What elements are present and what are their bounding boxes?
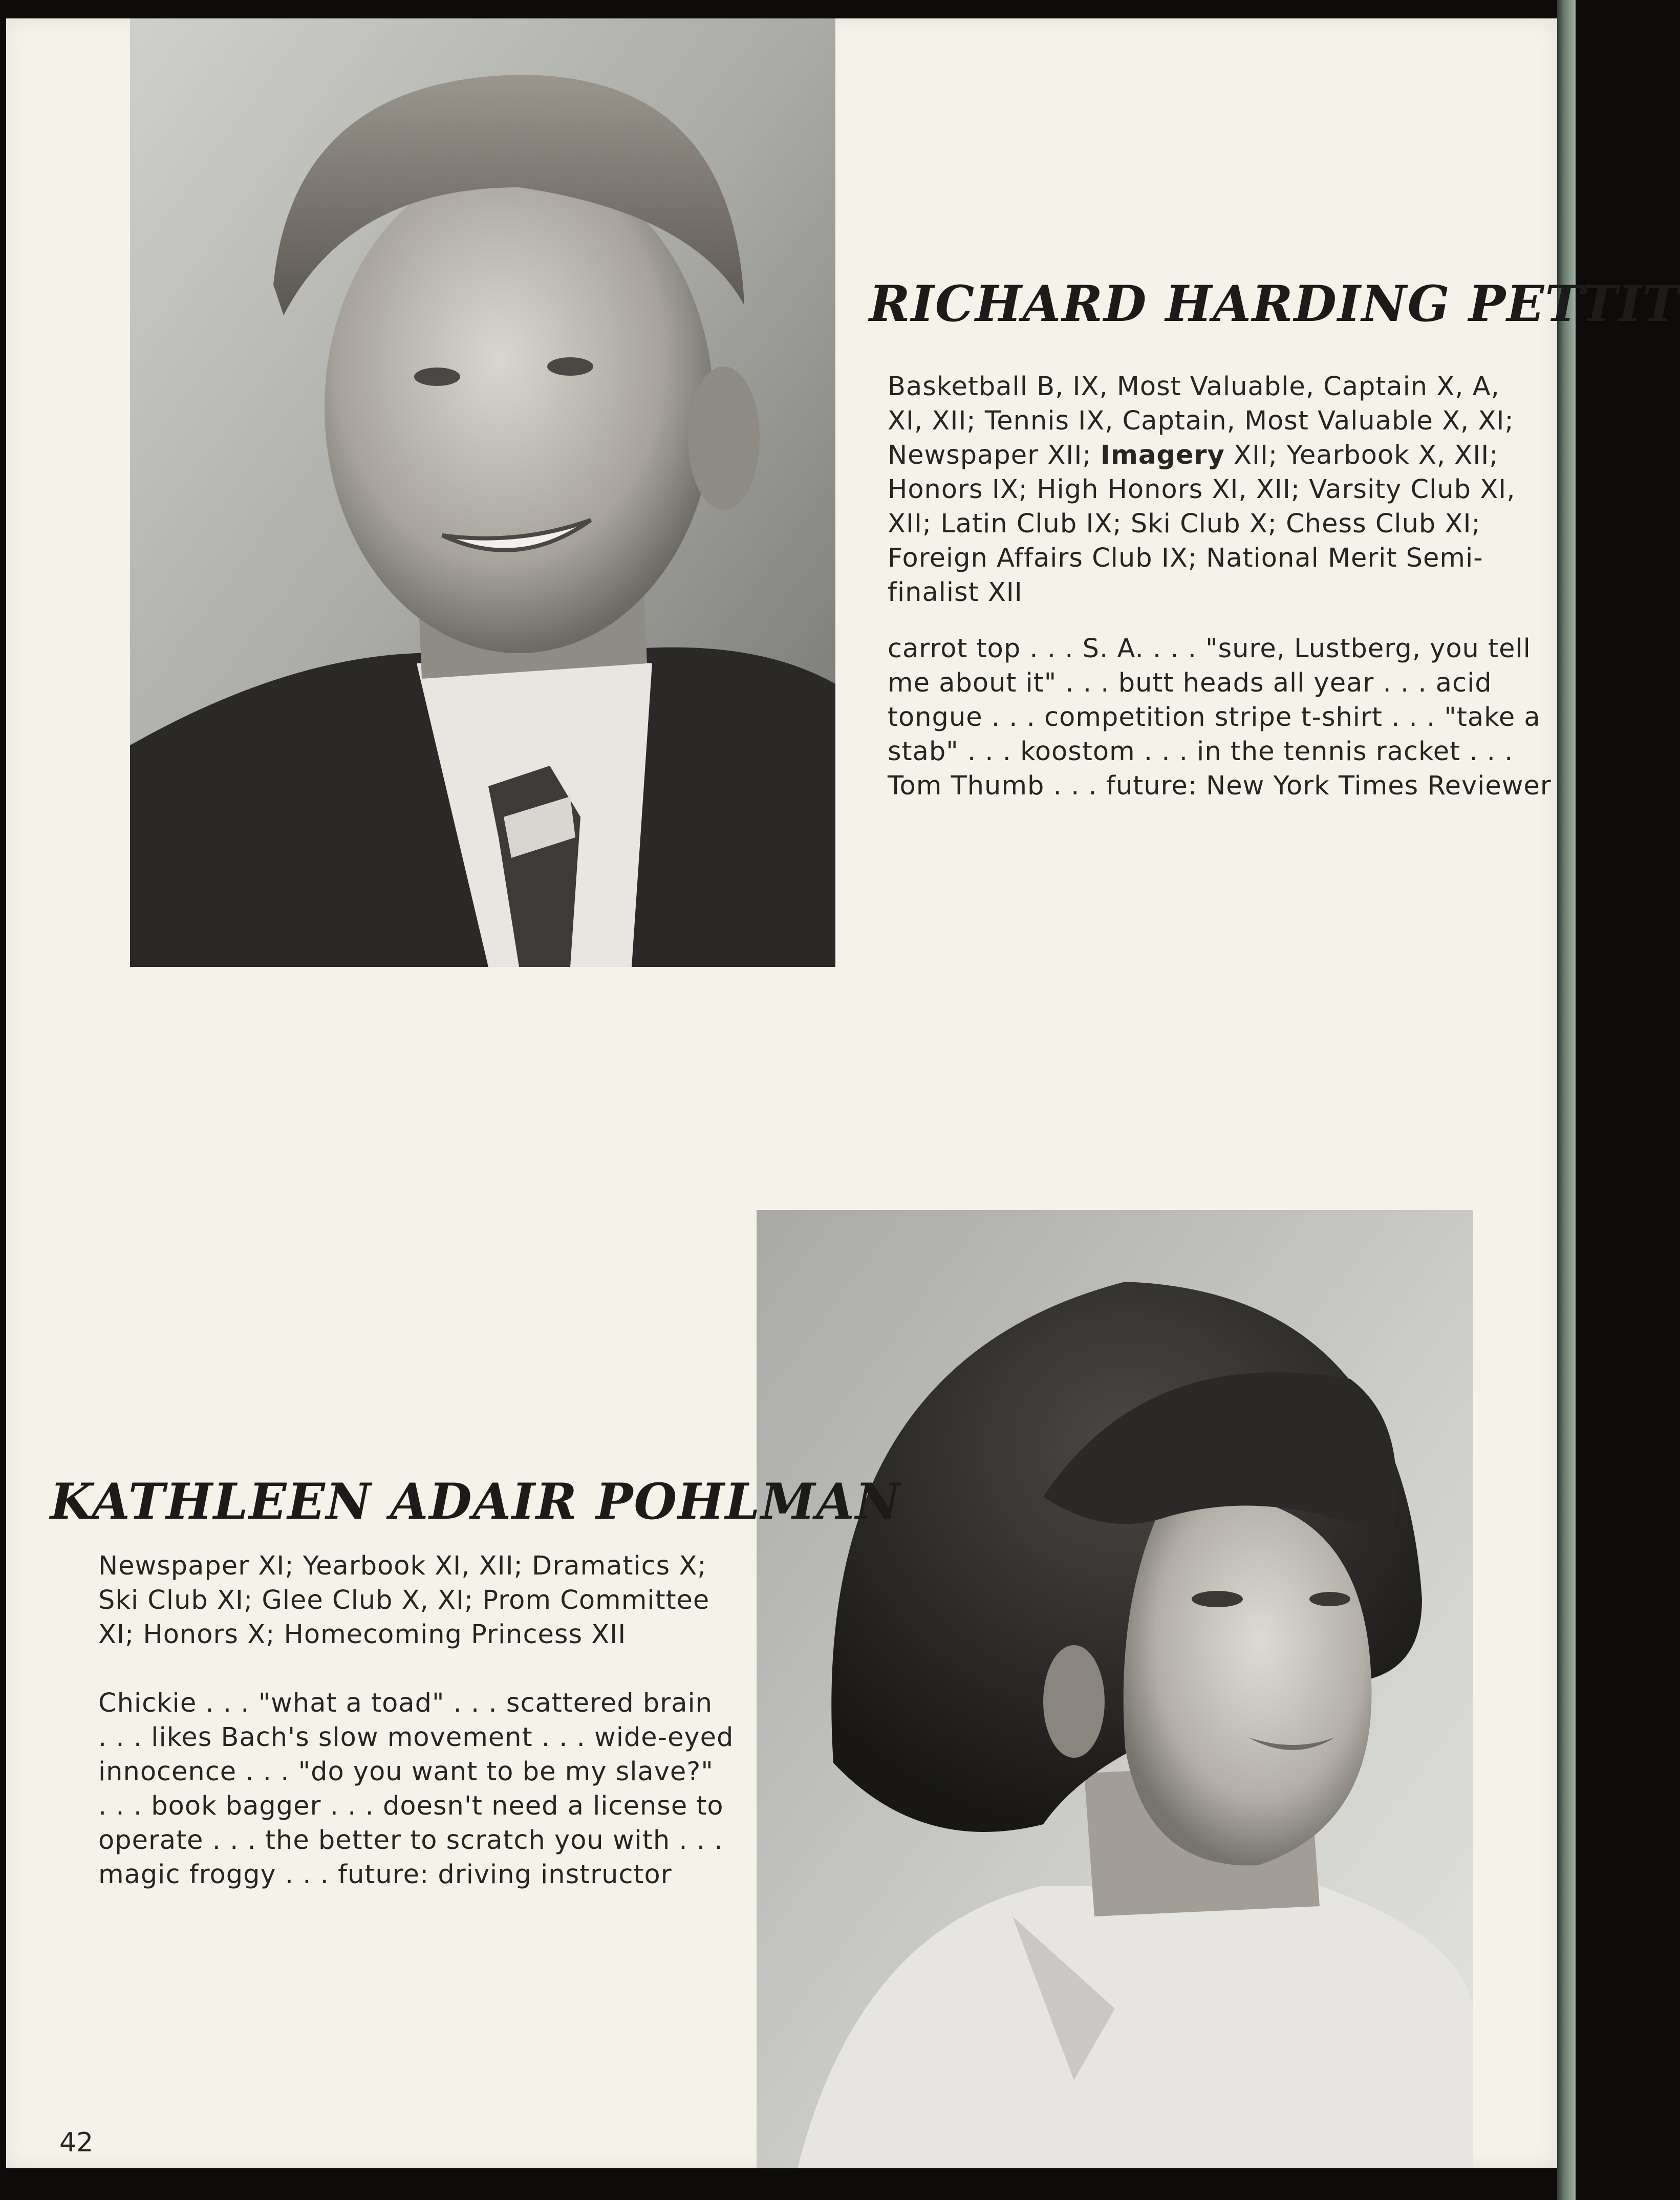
activities-text: Newspaper XII; [888, 440, 1101, 470]
quotes-richard [888, 632, 1552, 803]
portrait-woman-image [757, 1210, 1473, 2168]
student-name-kathleen: KATHLEEN ADAIR POHLMAN [50, 1472, 901, 1530]
activities-kathleen [98, 1549, 709, 1652]
activities-text: XII; Yearbook X, XII; [1224, 440, 1499, 470]
quote-line: . . . likes Bach's slow movement . . . wide-eyed [98, 1722, 734, 1753]
portrait-man-image [130, 18, 835, 967]
page-number: 42 [59, 2127, 94, 2158]
activities-line: finalist XII [888, 577, 1023, 608]
portrait-photo-richard [130, 18, 835, 967]
quotes-kathleen [98, 1686, 734, 1892]
quote-line: Tom Thumb . . . future: New York Times Reviewer [888, 771, 1552, 801]
activities-line: Honors IX; High Honors XI, XII; Varsity Club XI, [888, 474, 1516, 505]
activities-line: Ski Club XI; Glee Club X, XI; Prom Committee [98, 1585, 710, 1615]
quote-line: . . . book bagger . . . doesn't need a license to [98, 1791, 724, 1821]
quote-line: me about it" . . . butt heads all year . . . acid [888, 668, 1492, 698]
imagery-bold-text: Imagery [1100, 440, 1225, 470]
quote-line: Chickie . . . "what a toad" . . . scattered brain [98, 1688, 713, 1718]
activities-line: XII; Latin Club IX; Ski Club X; Chess Club XI; [888, 509, 1481, 539]
quote-line: tongue . . . competition stripe t-shirt . . . "take a [888, 702, 1541, 732]
quote-line: innocence . . . "do you want to be my slave?" [98, 1757, 714, 1787]
activities-line: Newspaper XI; Yearbook XI, XII; Dramatics X; [98, 1551, 707, 1581]
yearbook-page [6, 18, 1680, 2168]
portrait-photo-kathleen [757, 1210, 1473, 2168]
quote-line: operate . . . the better to scratch you with . . . [98, 1825, 723, 1856]
activities-line: Basketball B, IX, Most Valuable, Captain X, A, [888, 372, 1500, 402]
activities-line [888, 438, 1515, 472]
activities-line: XI; Honors X; Homecoming Princess XII [98, 1620, 627, 1650]
activities-line: XI, XII; Tennis IX, Captain, Most Valuable X, XI; [888, 406, 1514, 436]
quote-line: stab" . . . koostom . . . in the tennis racket . . . [888, 737, 1514, 767]
activities-richard [888, 370, 1515, 610]
quote-line: magic froggy . . . future: driving instructor [98, 1860, 672, 1890]
activities-line: Foreign Affairs Club IX; National Merit Semi- [888, 543, 1483, 573]
student-name-richard: RICHARD HARDING PETTIT [869, 274, 1680, 333]
quote-line: carrot top . . . S. A. . . . "sure, Lustberg, you tell [888, 634, 1531, 664]
